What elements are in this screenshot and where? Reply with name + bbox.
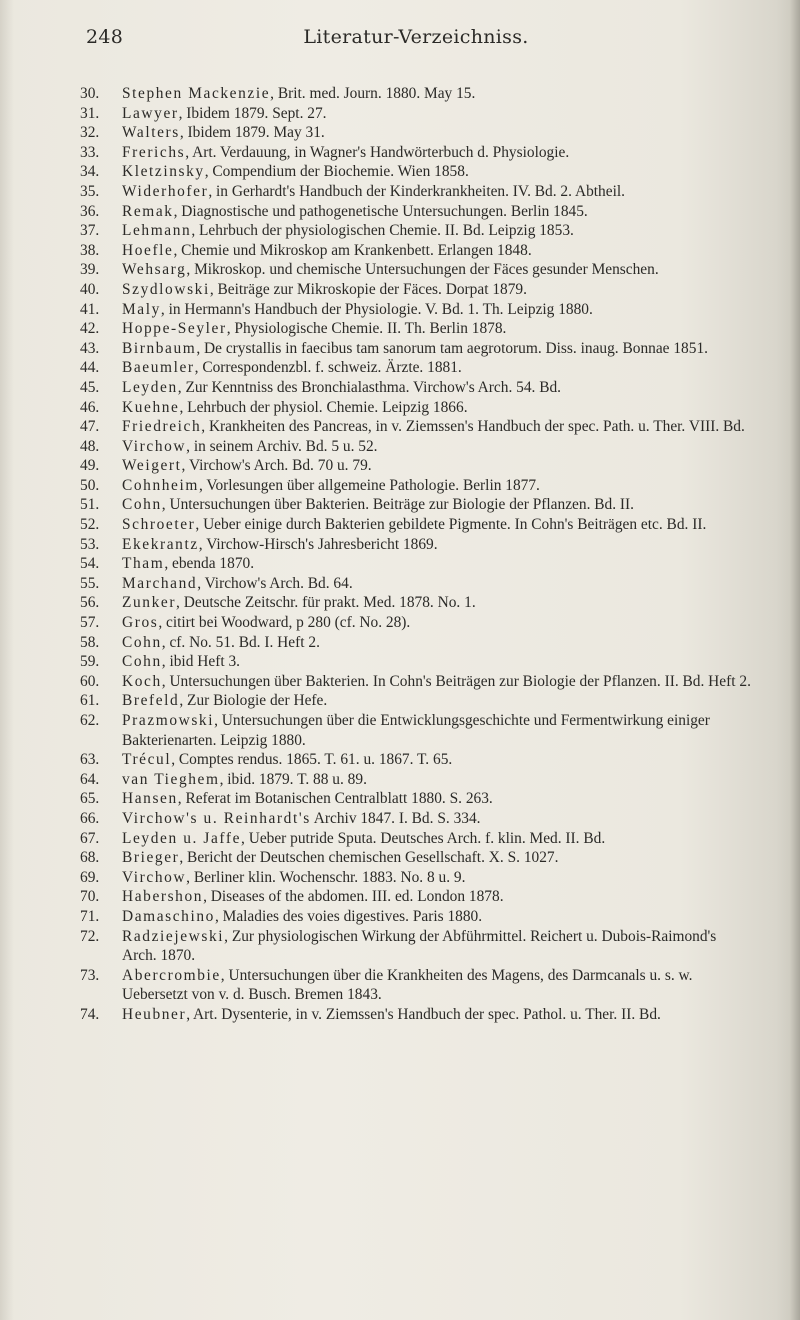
reference-number: 53. [80,535,100,553]
reference-text: , Referat im Botanischen Centralblatt 1880. S. 263. [177,790,493,808]
reference-text: , Lehrbuch der physiol. Chemie. Leipzig 1866. [179,398,468,416]
reference-text: , Zur physiologischen Wirkung der Abführmittel. Reichert u. Dubois-Raimond's Arch. 1870. [122,927,717,965]
reference-number: 37. [80,222,100,240]
reference-item [80,691,752,711]
reference-item [80,770,752,790]
reference-number: 43. [80,339,100,357]
reference-number: 62. [80,712,100,729]
reference-number: 36. [80,202,100,220]
reference-text: , Untersuchungen über die Entwicklungsgeschichte und Fermentwirkung einiger Bakterienarten. Leipzig 1880. [122,712,710,749]
reference-author: Stephen Mackenzie [122,85,271,102]
reference-author: Frerichs [122,143,186,161]
reference-author: Friedreich [122,418,202,436]
reference-number: 46. [80,398,100,416]
page-gutter-shadow [0,0,14,1320]
reference-item [80,319,752,339]
reference-text: , ibid Heft 3. [161,653,240,671]
reference-author: Radziejewski [122,927,225,945]
reference-item [80,221,752,241]
reference-item [80,711,752,750]
reference-author: Gros [122,614,159,632]
reference-number: 68. [80,849,100,867]
reference-text: , Art. Dysenterie, in v. Ziemssen's Handbuch der spec. Pathol. u. Ther. II. Bd. [186,1005,661,1023]
reference-item [80,456,752,476]
reference-text: , Ibidem 1879. Sept. 27. [178,104,327,122]
reference-item [80,633,752,653]
reference-number: 33. [80,143,100,161]
running-title: Literatur-Verzeichniss. [303,26,529,48]
reference-item [80,495,752,515]
reference-author: Cohn [122,496,162,514]
reference-number: 41. [80,300,100,318]
reference-item [80,476,752,496]
reference-text: , Ueber putride Sputa. Deutsches Arch. f. klin. Med. II. Bd. [241,829,606,847]
reference-text: , Virchow's Arch. Bd. 70 u. 79. [181,457,372,475]
reference-item [80,927,752,966]
reference-text: , Deutsche Zeitschr. für prakt. Med. 1878. No. 1. [176,594,476,612]
reference-number: 61. [80,692,100,710]
reference-item [80,104,752,124]
reference-item [80,143,752,163]
reference-author: Virchow [122,437,187,455]
reference-item [80,162,752,182]
reference-number: 40. [80,280,100,298]
reference-author: Habershon [122,888,204,906]
reference-item [80,84,752,104]
reference-item [80,260,752,280]
reference-author: Heubner [122,1005,187,1023]
reference-item [80,574,752,594]
reference-number: 39. [80,261,100,279]
reference-item [80,202,752,222]
reference-item [80,613,752,633]
reference-number: 69. [80,868,100,886]
reference-number: 72. [80,927,100,945]
reference-text: Archiv 1847. I. Bd. S. 334. [310,809,481,827]
reference-number: 51. [80,496,100,514]
reference-text: , cf. No. 51. Bd. I. Heft 2. [161,633,320,651]
reference-text: , Untersuchungen über die Krankheiten des Magens, des Darmcanals u. s. w. Uebersetzt von v. d. Busch. Bremen 1843. [122,966,693,1004]
reference-item [80,554,752,574]
reference-author: Birnbaum [122,339,197,357]
reference-item [80,515,752,535]
reference-author: Virchow's u. Reinhardt's [122,809,311,827]
reference-number: 45. [80,378,100,396]
reference-text: , Ibidem 1879. May 31. [179,124,325,142]
reference-author: Abercrombie [122,966,221,984]
reference-number: 71. [80,907,100,925]
reference-author: Koch [122,672,162,690]
reference-item [80,672,752,692]
reference-author: Kletzinsky [122,163,205,181]
reference-text: , Krankheiten des Pancreas, in v. Ziemssen's Handbuch der spec. Path. u. Ther. VIII. Bd. [201,418,745,436]
reference-item [80,339,752,359]
reference-author: Remak [122,202,174,220]
reference-author: Marchand [122,574,198,592]
reference-item [80,750,752,770]
reference-number: 73. [80,966,100,984]
reference-number: 66. [80,809,100,827]
reference-item [80,966,752,1005]
reference-number: 70. [80,888,100,906]
reference-item [80,593,752,613]
reference-author: Hansen [122,790,178,808]
reference-text: , ebenda 1870. [164,555,255,573]
reference-text: , Virchow-Hirsch's Jahresbericht 1869. [198,535,438,553]
reference-item [80,182,752,202]
reference-author: Wehsarg [122,261,187,279]
reference-number: 32. [80,124,100,142]
page-number: 248 [86,26,124,48]
reference-author: Leyden [122,378,178,396]
reference-author: Leyden u. Jaffe [122,829,242,847]
reference-author: Brieger [122,849,180,867]
reference-number: 34. [80,163,100,181]
reference-text: , Diseases of the abdomen. III. ed. London 1878. [203,888,504,906]
reference-item [80,887,752,907]
reference-author: Kuehne [122,398,180,416]
reference-item [80,829,752,849]
reference-number: 50. [80,476,100,494]
reference-text: , Berliner klin. Wochenschr. 1883. No. 8 u. 9. [186,868,466,886]
reference-number: 65. [80,790,100,808]
reference-text: , Diagnostische und pathogenetische Untersuchungen. Berlin 1845. [173,202,588,220]
reference-text: , Compendium der Biochemie. Wien 1858. [204,163,469,181]
reference-number: 57. [80,614,100,632]
reference-number: 38. [80,241,100,259]
reference-author: Tham [122,555,165,573]
reference-item [80,300,752,320]
reference-text: , in Hermann's Handbuch der Physiologie. V. Bd. 1. Th. Leipzig 1880. [160,300,593,318]
reference-author: Zunker [122,594,177,612]
reference-number: 74. [80,1005,100,1023]
reference-text: , Zur Biologie der Hefe. [179,692,328,710]
reference-author: Cohn [122,633,162,651]
reference-author: Weigert [122,457,182,475]
reference-author: Hoppe-Seyler [122,320,227,338]
reference-number: 47. [80,418,100,436]
reference-text: , ibid. 1879. T. 88 u. 89. [219,770,367,788]
reference-number: 42. [80,320,100,338]
reference-text: , Comptes rendus. 1865. T. 61. u. 1867. T. 65. [171,751,453,769]
reference-number: 31. [80,104,100,122]
reference-author: Baeumler [122,359,195,377]
reference-author: Cohnheim [122,476,199,494]
reference-text: , Zur Kenntniss des Bronchialasthma. Virchow's Arch. 54. Bd. [177,378,562,396]
reference-author: Brefeld [122,692,180,710]
reference-author: Walters [122,124,180,142]
reference-text: , in Gerhardt's Handbuch der Kinderkrankheiten. IV. Bd. 2. Abtheil. [208,182,625,200]
reference-number: 48. [80,437,100,455]
reference-item [80,848,752,868]
reference-item [80,789,752,809]
reference-item [80,652,752,672]
reference-author: Cohn [122,653,162,671]
reference-item [80,809,752,829]
reference-text: , Bericht der Deutschen chemischen Gesellschaft. X. S. 1027. [179,849,559,867]
reference-author: Szydlowski [122,280,210,298]
reference-text: , in seinem Archiv. Bd. 5 u. 52. [186,437,378,455]
reference-text: , Mikroskop. und chemische Untersuchungen der Fäces gesunder Menschen. [186,261,659,279]
reference-item [80,358,752,378]
reference-item [80,1005,752,1025]
reference-number: 54. [80,555,100,573]
reference-item [80,907,752,927]
reference-item [80,241,752,261]
reference-text: , Chemie und Mikroskop am Krankenbett. Erlangen 1848. [173,241,532,259]
reference-number: 55. [80,574,100,592]
reference-text: , Beiträge zur Mikroskopie der Fäces. Dorpat 1879. [209,280,527,298]
reference-text: , Brit. med. Journ. 1880. May 15. [270,85,476,102]
reference-author: Schroeter [122,516,196,534]
reference-text: , citirt bei Woodward, p 280 (cf. No. 28). [158,614,411,632]
reference-author: Virchow [122,868,187,886]
reference-item [80,868,752,888]
reference-text: , Ueber einige durch Bakterien gebildete Pigmente. In Cohn's Beiträgen etc. Bd. II. [195,516,707,534]
reference-item [80,437,752,457]
reference-number: 30. [80,85,100,102]
reference-text: , Untersuchungen über Bakterien. In Cohn's Beiträgen zur Biologie der Pflanzen. II. Bd. Heft 2. [161,672,751,690]
reference-number: 44. [80,359,100,377]
reference-number: 35. [80,182,100,200]
reference-author: Hoefle [122,241,174,259]
reference-text: , Correspondenzbl. f. schweiz. Ärzte. 1881. [194,359,462,377]
reference-text: , De crystallis in faecibus tam sanorum tam aegrotorum. Diss. inaug. Bonnae 1851. [196,339,708,357]
reference-number: 58. [80,633,100,651]
reference-author: Ekekrantz [122,535,199,553]
reference-item [80,280,752,300]
running-header [86,26,746,52]
reference-number: 63. [80,751,100,769]
reference-number: 56. [80,594,100,612]
reference-number: 52. [80,516,100,534]
reference-text: , Vorlesungen über allgemeine Pathologie. Berlin 1877. [198,476,540,494]
reference-text: , Art. Verdauung, in Wagner's Handwörterbuch d. Physiologie. [185,143,570,161]
reference-item [80,417,752,437]
reference-author: Prazmowski [122,712,215,729]
reference-text: , Lehrbuch der physiologischen Chemie. II. Bd. Leipzig 1853. [191,222,574,240]
reference-item [80,398,752,418]
reference-text: , Maladies des voies digestives. Paris 1880. [214,907,483,925]
reference-item [80,123,752,143]
reference-author: Maly [122,300,161,318]
reference-list [80,84,752,1025]
reference-text: , Untersuchungen über Bakterien. Beiträge zur Biologie der Pflanzen. Bd. II. [161,496,635,514]
page-edge [790,0,800,1320]
reference-number: 64. [80,770,100,788]
reference-author: Lawyer [122,104,179,122]
reference-number: 67. [80,829,100,847]
reference-author: Damaschino [122,907,215,925]
reference-number: 49. [80,457,100,475]
reference-number: 60. [80,672,100,690]
reference-number: 59. [80,653,100,671]
reference-author: Lehmann [122,222,192,240]
reference-author: van Tieghem [122,770,220,788]
reference-author: Trécul [122,751,172,769]
reference-item [80,535,752,555]
reference-author: Widerhofer [122,182,209,200]
reference-text: , Virchow's Arch. Bd. 64. [197,574,353,592]
reference-item [80,378,752,398]
reference-text: , Physiologische Chemie. II. Th. Berlin 1878. [226,320,507,338]
